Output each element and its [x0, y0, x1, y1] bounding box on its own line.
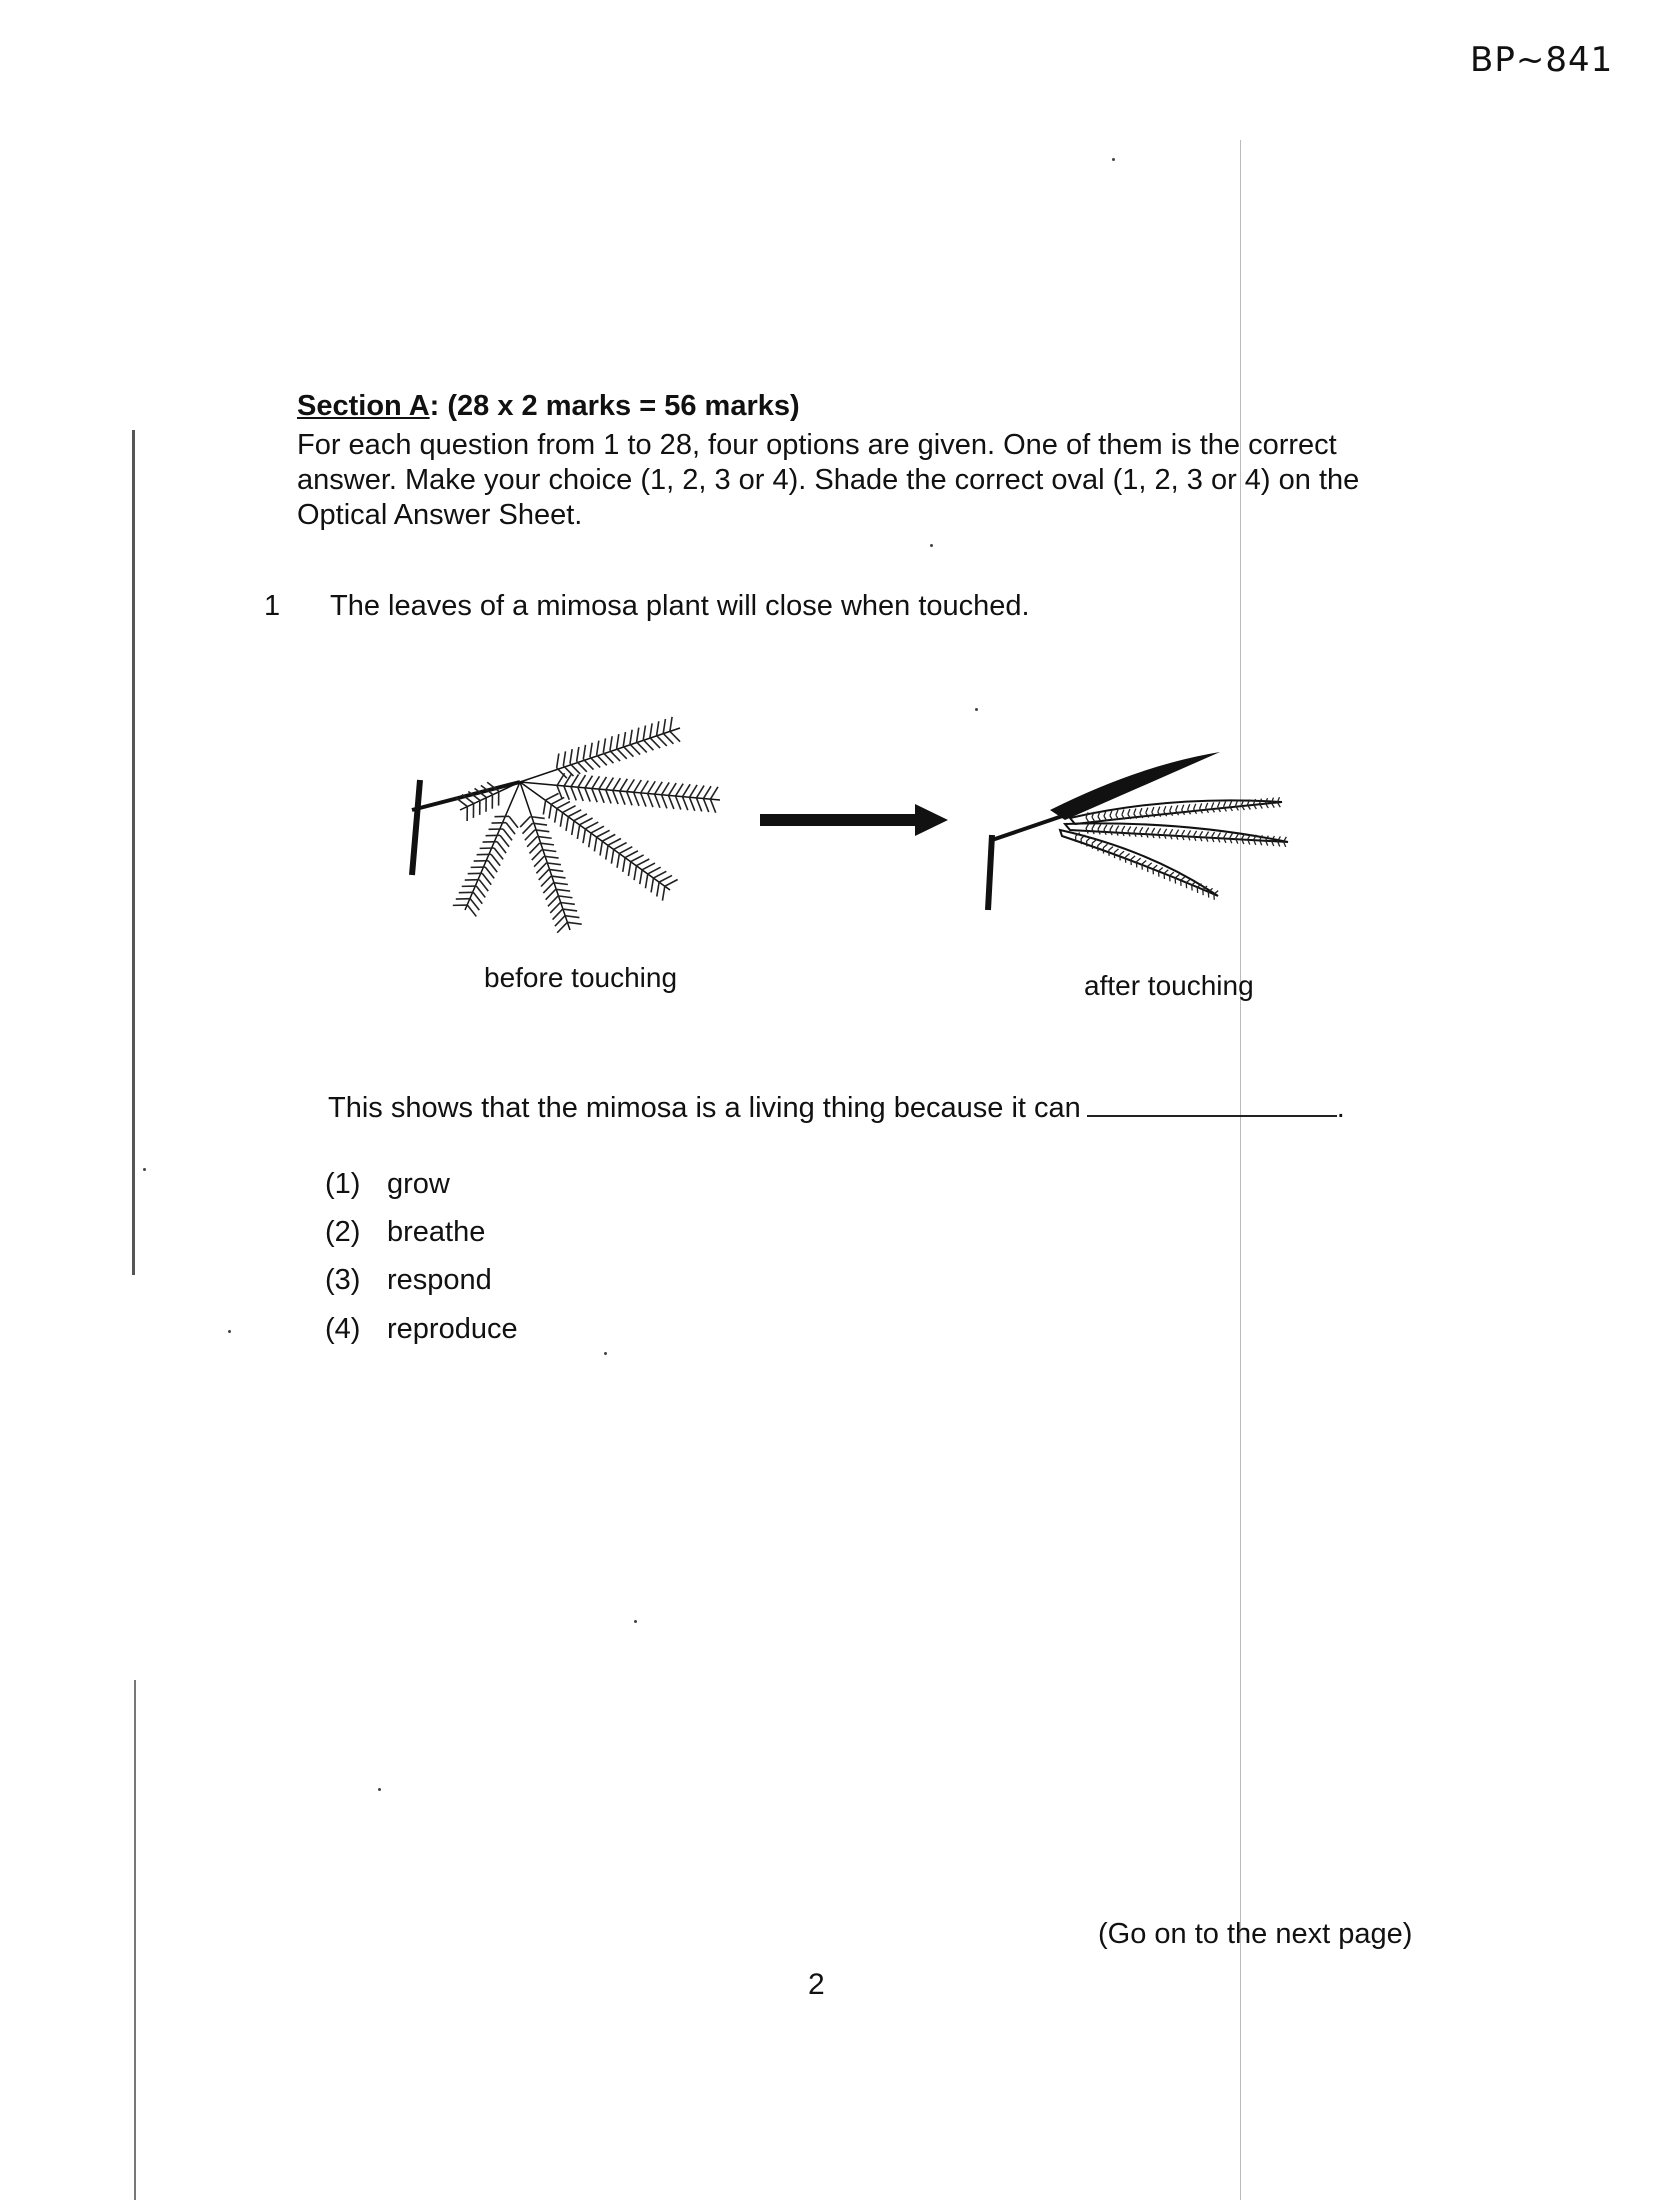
leaflet-tick: [1200, 803, 1202, 808]
scan-margin-line-left-lower: [134, 1680, 136, 2200]
leaflet-tick: [585, 788, 590, 802]
leaflet-tick: [696, 798, 701, 812]
option-3: [325, 1264, 492, 1297]
leaflet-tick: [567, 922, 581, 924]
leaflet-tick: [1230, 833, 1233, 838]
leaflet-tick: [563, 909, 577, 911]
leaflet-tick: [603, 738, 605, 752]
leaflet-tick: [689, 785, 697, 797]
leaflet-tick: [1170, 872, 1174, 876]
leaflet-tick: [1158, 828, 1161, 833]
leaflet-tick: [1158, 807, 1160, 812]
leaflet-tick: [610, 736, 612, 750]
leaflet-tick: [1140, 808, 1142, 813]
leaflet-tick: [613, 791, 618, 805]
section-marks: : (28 x 2 marks = 56 marks): [429, 390, 800, 422]
leaflet-tick: [577, 747, 579, 761]
leaflet-tick: [476, 886, 485, 897]
leaflet-tick: [1182, 805, 1184, 810]
leaflet-tick: [590, 743, 592, 757]
leaflet-tick: [710, 799, 715, 813]
leaflet-tick: [536, 863, 546, 873]
leaflet-tick: [534, 856, 544, 866]
leaflet-tick: [657, 882, 659, 896]
leaflet-tick: [1098, 842, 1102, 846]
leaflet-tick: [557, 753, 559, 767]
leaflet-tick: [1164, 806, 1166, 811]
leaflet-tick: [641, 781, 649, 793]
leaflet-tick: [689, 797, 694, 811]
leaflet-tick: [546, 793, 559, 800]
leaflet-tick: [577, 761, 587, 771]
leaflet-tick: [549, 804, 551, 818]
leaflet-tick: [1182, 830, 1185, 835]
leaflet-tick: [1159, 867, 1163, 871]
leaflet-tick: [597, 741, 599, 755]
leaflet-tick: [568, 810, 581, 817]
leaflet-tick: [1116, 826, 1119, 831]
leaflet-tick: [1188, 830, 1191, 835]
mimosa-before-illustration: [400, 700, 760, 950]
leaflet-tick: [606, 778, 614, 790]
leaflet-tick: [549, 869, 563, 871]
leaflet-tick: [617, 734, 619, 748]
leaflet-tick: [1128, 809, 1130, 814]
leaflet-tick: [539, 869, 549, 879]
leaflet-tick: [557, 922, 567, 932]
leaflet-tick: [555, 916, 565, 926]
leaflet-tick: [497, 842, 506, 853]
go-on-notice: (Go on to the next page): [1098, 1918, 1413, 1950]
leaflet-tick: [565, 916, 579, 918]
leaflet-tick: [648, 867, 661, 874]
leaflet-tick: [1194, 831, 1197, 836]
leaflet-tick: [546, 889, 556, 899]
leaflet-tick: [1146, 808, 1148, 813]
leaflet-tick: [650, 723, 652, 737]
leaflet-tick: [1175, 874, 1179, 878]
leaflet-tick: [467, 905, 476, 916]
leaflet-tick: [630, 744, 640, 754]
leaflet-tick: [1146, 828, 1149, 833]
leaflet-tick: [485, 867, 494, 878]
leaflet-tick: [606, 790, 611, 804]
leaflet-tick: [653, 871, 666, 878]
leaflet-tick: [1120, 851, 1124, 855]
leaflet-tick: [1142, 860, 1146, 864]
leaflet-tick: [578, 787, 583, 801]
leaflet-tick: [1194, 804, 1196, 809]
scan-speck: [228, 1330, 231, 1333]
leaflet-tick: [591, 826, 604, 833]
leaflet-tick: [634, 780, 642, 792]
leaflet-tick: [560, 902, 574, 904]
leaflet-tick: [703, 786, 711, 798]
leaflet-tick: [617, 853, 619, 867]
leaflet-tick: [669, 795, 674, 809]
leaflet-tick: [641, 793, 646, 807]
scan-speck: [604, 1352, 607, 1355]
section-heading: [297, 390, 800, 423]
leaflet-tick: [682, 797, 687, 811]
leaflet-tick: [1147, 863, 1151, 867]
leaflet-tick: [551, 797, 564, 804]
option-4: [325, 1313, 518, 1346]
section-instructions: For each question from 1 to 28, four options are given. One of them is the correct answer. Make your choice (1, 2, 3 or 4). Shade the correct oval (1, 2, 3 or 4) on the Optical Answer Sheet.: [297, 429, 1360, 531]
leaflet-tick: [570, 749, 572, 763]
leaflet-tick: [611, 849, 613, 863]
leaflet-tick: [592, 789, 597, 803]
leaflet-tick: [551, 876, 565, 878]
leaflet-tick: [643, 740, 653, 750]
leaflet-tick: [1153, 865, 1157, 869]
leaflet-tick: [1114, 849, 1118, 853]
leaflet-tick: [500, 835, 509, 846]
leaflet-tick: [580, 818, 593, 825]
leaflet-tick: [1230, 801, 1232, 806]
leaflet-tick: [1122, 826, 1125, 831]
question-stem: [328, 1092, 1345, 1125]
scan-margin-line-left: [132, 430, 135, 1275]
leaflet-tick: [606, 845, 608, 859]
leaflet-tick: [557, 786, 562, 800]
leaflet-tick: [599, 777, 607, 789]
leaflet-tick: [657, 736, 667, 746]
option-number: (2): [325, 1216, 361, 1248]
leaflet-tick: [617, 748, 627, 758]
leaflet-tick: [659, 875, 672, 882]
page-number: 2: [808, 1968, 825, 2001]
question-stem-text: This shows that the mimosa is a living thing because it can: [328, 1092, 1081, 1124]
leaflet-tick: [578, 775, 586, 787]
leaflet-tick: [553, 883, 567, 885]
leaflet-tick: [1176, 805, 1178, 810]
leaflet-tick: [557, 802, 570, 809]
leaflet-tick: [642, 863, 655, 870]
option-2: [325, 1216, 485, 1249]
question-stem-end: .: [1336, 1092, 1345, 1124]
leaflet-tick: [1164, 870, 1168, 874]
leaflet-tick: [571, 787, 576, 801]
leaflet-tick: [1170, 806, 1172, 811]
leaflet-tick: [585, 822, 598, 829]
leaflet-tick: [597, 755, 607, 765]
question-text: The leaves of a mimosa plant will close when touched.: [330, 590, 1030, 622]
leaflet-tick: [556, 889, 570, 891]
leaflet-tick: [1134, 809, 1136, 814]
leaflet-tick: [590, 757, 600, 767]
leaflet-tick: [602, 834, 615, 841]
scan-speck: [930, 544, 933, 547]
leaflet-tick: [634, 792, 639, 806]
option-text: breathe: [387, 1216, 486, 1248]
leaflet-tick: [509, 816, 518, 827]
leaflet-tick: [583, 759, 593, 769]
scan-speck: [143, 1168, 146, 1171]
leaflet-tick: [553, 909, 563, 919]
question-number: 1: [264, 590, 281, 622]
leaflet-tick: [676, 796, 681, 810]
leaflet-tick: [1136, 858, 1140, 862]
leaflet-tick: [1125, 854, 1129, 858]
scan-speck: [634, 1620, 637, 1623]
leaflet-tick: [1218, 832, 1221, 837]
option-text: reproduce: [387, 1313, 518, 1345]
leaflet-tick: [643, 726, 645, 740]
mimosa-after-illustration: [970, 740, 1300, 920]
leaflet-tick: [558, 896, 572, 898]
arrow-icon: [760, 800, 950, 840]
leaflet-tick: [1110, 810, 1112, 815]
leaflet-tick: [1200, 831, 1203, 836]
option-number: (1): [325, 1168, 361, 1200]
leaflet-tick: [541, 876, 551, 886]
answer-blank: [1087, 1114, 1337, 1117]
leaflet-tick: [636, 859, 649, 866]
leaflet-tick: [600, 841, 602, 855]
leaflet-tick: [479, 880, 488, 891]
leaflet-tick: [1131, 856, 1135, 860]
leaflet-tick: [619, 847, 632, 854]
leaflet-tick: [1122, 810, 1124, 815]
leaflet-tick: [1128, 826, 1131, 831]
leaflet-tick: [560, 812, 562, 826]
leaflet-tick: [662, 886, 664, 900]
leaflet-tick: [1212, 832, 1215, 837]
leaflet-tick: [503, 829, 512, 840]
leaflet-tick: [662, 782, 670, 794]
leaflet-tick: [1164, 829, 1167, 834]
leaflet-tick: [663, 719, 665, 733]
leaflet-tick: [1224, 833, 1227, 838]
leaflet-tick: [1104, 825, 1107, 830]
leaflet-tick: [655, 782, 663, 794]
leaflet-tick: [555, 808, 557, 822]
leaflet-tick: [599, 789, 604, 803]
leaflet-tick: [550, 902, 560, 912]
leaflet-tick: [637, 742, 647, 752]
leaflet-tick: [648, 794, 653, 808]
option-text: respond: [387, 1264, 492, 1296]
leaflet-tick: [670, 717, 672, 731]
leaflet-tick: [594, 837, 596, 851]
leaflet-tick: [650, 738, 660, 748]
leaflet-tick: [597, 830, 610, 837]
leaflet-tick: [1206, 803, 1208, 808]
leaflet-tick: [703, 799, 708, 813]
leaflet-tick: [613, 778, 621, 790]
leaflet-tick: [608, 838, 621, 845]
leaflet-tick: [623, 746, 633, 756]
caption-before-touching: before touching: [484, 962, 678, 993]
leaflet-tick: [696, 786, 704, 798]
leaflet-tick: [557, 773, 565, 785]
leaflet-tick: [488, 861, 497, 872]
paper-code: BP~841: [1470, 40, 1614, 80]
option-text: grow: [387, 1168, 450, 1200]
leaflet-tick: [1181, 877, 1185, 881]
leaflet-tick: [631, 855, 644, 862]
leaflet-tick: [620, 791, 625, 805]
leaflet-tick: [634, 866, 636, 880]
leaflet-tick: [610, 751, 620, 761]
leaflet-tick: [627, 792, 632, 806]
leaflet-tick: [655, 794, 660, 808]
leaflet-tick: [1176, 830, 1179, 835]
caption-after-touching: after touching: [1084, 970, 1254, 1001]
leaflet-tick: [637, 728, 639, 742]
option-number: (4): [325, 1313, 361, 1345]
leaflet-tick: [625, 851, 638, 858]
leaflet-tick: [1116, 810, 1118, 815]
scan-speck: [975, 708, 978, 711]
leaflet-tick: [676, 784, 684, 796]
leaflet-tick: [1092, 824, 1095, 829]
leaflet-tick: [585, 776, 593, 788]
leaflet-tick: [1188, 804, 1190, 809]
leaflet-tick: [620, 779, 628, 791]
leaflet-tick: [628, 862, 630, 876]
leaflet-tick: [614, 843, 627, 850]
leaflet-tick: [546, 863, 560, 865]
leaflet-tick: [1109, 847, 1113, 851]
leaflet-tick: [1134, 827, 1137, 832]
leaflet-tick: [627, 779, 635, 791]
leaflet-tick: [648, 781, 656, 793]
leaflet-tick: [630, 730, 632, 744]
leaflet-tick: [523, 823, 533, 833]
leaflet-tick: [564, 786, 569, 800]
leaflet-tick: [525, 830, 535, 840]
option-1: [325, 1168, 450, 1201]
leaflet-tick: [548, 896, 558, 906]
leaflet-tick: [1152, 828, 1155, 833]
leaflet-tick: [1212, 802, 1214, 807]
leaflet-tick: [669, 783, 677, 795]
leaflet-tick: [1170, 829, 1173, 834]
leaflet-tick: [532, 850, 542, 860]
leaflet-tick: [651, 878, 653, 892]
leaflet-tick: [470, 899, 479, 910]
leaflet-tick: [506, 823, 515, 834]
leaflet-tick: [527, 836, 537, 846]
leaflet-tick: [1140, 827, 1143, 832]
leaflet-tick: [657, 721, 659, 735]
leaflet-tick: [1186, 879, 1190, 883]
leaflet-tick: [482, 873, 491, 884]
leaflet-tick: [543, 883, 553, 893]
leaflet-tick: [491, 854, 500, 865]
leaflet-tick: [577, 825, 579, 839]
leaflet-tick: [665, 880, 678, 887]
leaflet-tick: [1218, 802, 1220, 807]
leaflet-tick: [623, 732, 625, 746]
leaflet-tick: [494, 848, 503, 859]
leaflet-tick: [589, 833, 591, 847]
scan-speck: [1112, 158, 1115, 161]
leaflet-tick: [520, 817, 530, 827]
leaflet-tick: [603, 753, 613, 763]
leaflet-tick: [1110, 825, 1113, 830]
leaflet-tick: [529, 843, 539, 853]
leaflet-tick: [566, 817, 568, 831]
leaflet-tick: [1152, 807, 1154, 812]
section-title: Section A: [297, 390, 430, 422]
leaflet-tick: [710, 787, 718, 799]
leaflet-tick: [574, 814, 587, 821]
leaflet-tick: [662, 795, 667, 809]
leaflet-tick: [473, 892, 482, 903]
leaflet-tick: [640, 870, 642, 884]
leaflet-tick: [592, 776, 600, 788]
leaflet-tick: [563, 806, 576, 813]
leaflet-tick: [571, 774, 579, 786]
leaflet-tick: [572, 821, 574, 835]
leaflet-tick: [1236, 834, 1239, 839]
leaflet-tick: [583, 829, 585, 843]
scan-speck: [378, 1788, 381, 1791]
leaflet-tick: [670, 731, 680, 741]
leaflet-tick: [663, 733, 673, 743]
leaflet-tick: [1206, 832, 1209, 837]
leaflet-tick: [645, 874, 647, 888]
leaflet-tick: [1098, 824, 1101, 829]
leaflet-tick: [1092, 840, 1096, 844]
leaflet-tick: [623, 858, 625, 872]
leaflet-tick: [570, 764, 580, 774]
leaflet-tick: [583, 745, 585, 759]
option-number: (3): [325, 1264, 361, 1296]
leaflet-tick: [1103, 844, 1107, 848]
leaflet-tick: [682, 784, 690, 796]
leaflet-tick: [563, 751, 565, 765]
leaflet-tick: [543, 800, 545, 814]
leaflet-tick: [1224, 801, 1226, 806]
